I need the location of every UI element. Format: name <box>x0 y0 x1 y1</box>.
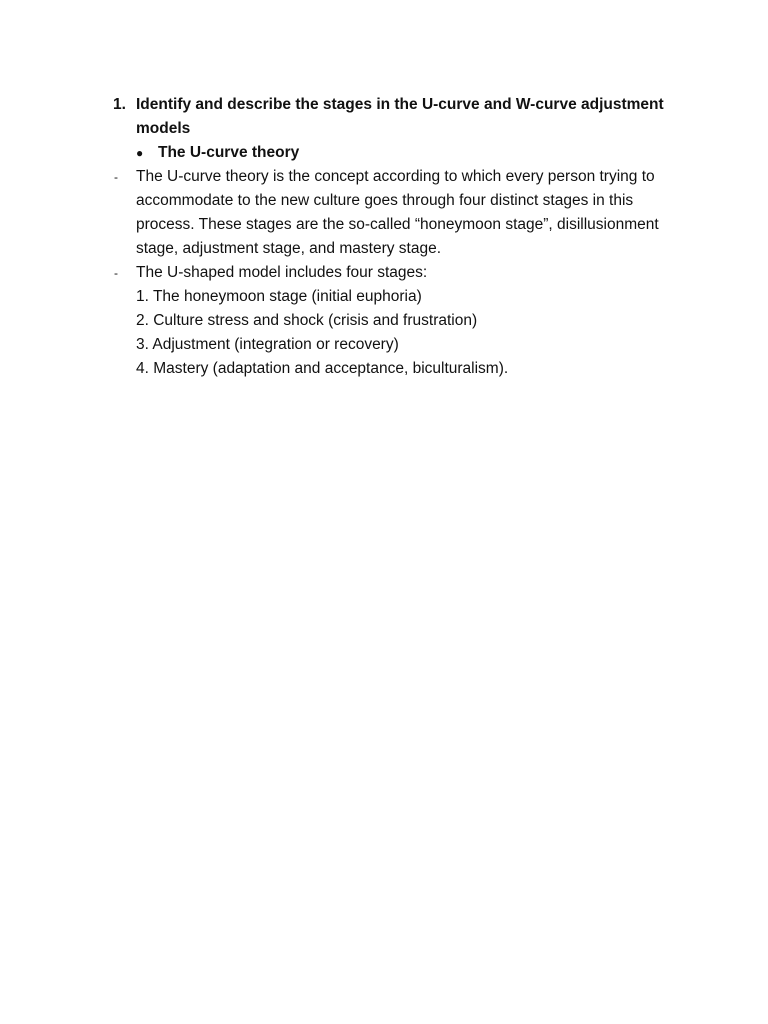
subheading-text: The U-curve theory <box>158 144 300 161</box>
paragraph-1-line: stage, adjustment stage, and mastery stage. <box>136 240 442 257</box>
paragraph-1-line: The U-curve theory is the concept according to which every person trying to <box>136 168 655 185</box>
stage-list-item: 4. Mastery (adaptation and acceptance, biculturalism). <box>136 360 509 377</box>
subheading-bullet: ● <box>136 146 144 160</box>
stage-list-item: 3. Adjustment (integration or recovery) <box>136 336 399 353</box>
paragraph-2-intro: The U-shaped model includes four stages: <box>136 264 428 281</box>
stage-list-item: 2. Culture stress and shock (crisis and frustration) <box>136 312 478 329</box>
paragraph-2-marker: - <box>114 266 118 280</box>
paragraph-1-line: accommodate to the new culture goes through four distinct stages in this <box>136 192 634 209</box>
heading-line-1: Identify and describe the stages in the U-curve and W-curve adjustment <box>136 96 664 113</box>
stage-list-item: 1. The honeymoon stage (initial euphoria) <box>136 288 422 305</box>
heading-line-2: models <box>136 120 191 137</box>
paragraph-1-line: process. These stages are the so-called “honeymoon stage”, disillusionment <box>136 216 659 233</box>
paragraph-1-marker: - <box>114 170 118 184</box>
heading-number: 1. <box>113 96 126 113</box>
